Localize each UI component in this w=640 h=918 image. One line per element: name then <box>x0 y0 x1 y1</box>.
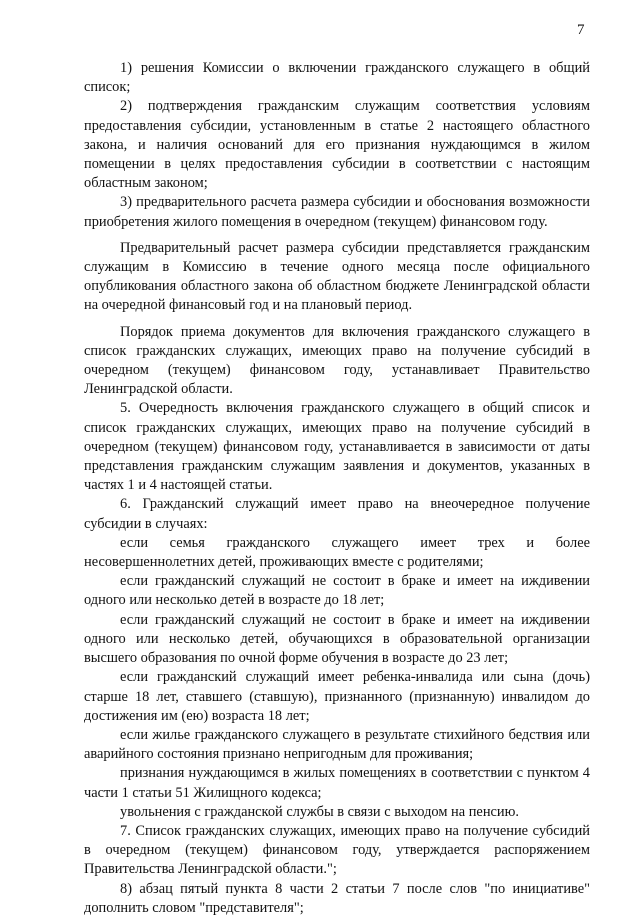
paragraph: увольнения с гражданской службы в связи с выходом на пенсию. <box>120 803 519 820</box>
paragraph: 8) абзац пятый пункта 8 части 2 статьи 7 после слов "по инициативе" дополнить словом "представителя"; <box>84 880 590 916</box>
paragraph: признания нуждающимся в жилых помещениях в соответствии с пунктом 4 части 1 статьи 51 Жилищного кодекса; <box>84 765 590 801</box>
paragraph: 3) предварительного расчета размера субсидии и обоснования возможности приобретения жилого помещения в очередном (текущем) финансовом году. <box>84 194 590 230</box>
page-number: 7 <box>577 22 585 38</box>
paragraph: Предварительный расчет размера субсидии представляется гражданским служащим в Комиссию в течение одного месяца после официального опубликования областного закона об областном бюджете Ленинградской области на очередной финансовый год и на плановый период. <box>84 239 590 314</box>
paragraph: 1) решения Комиссии о включении гражданского служащего в общий список; <box>84 60 590 96</box>
paragraph: если жилье гражданского служащего в результате стихийного бедствия или аварийного состояния признано непригодным для проживания; <box>84 726 590 763</box>
paragraph: 6. Гражданский служащий имеет право на внеочередное получение субсидии в случаях: <box>84 496 590 532</box>
paragraph: 2) подтверждения гражданским служащим соответствия условиям предоставления субсидии, установленным в статье 2 настоящего областного закона, и наличия оснований для его признания нуждающимся в жилом помещении в целях предоставления субсидии в соответствии с настоящим областным законом; <box>84 98 590 192</box>
paragraph: если семья гражданского служащего имеет трех и более несовершеннолетних детей, проживающих вместе с родителями; <box>84 534 590 571</box>
paragraph: 7. Список гражданских служащих, имеющих право на получение субсидий в очередном (текущем) финансовом году, утверждается распоряжением Правительства Ленинградской области."; <box>84 822 590 878</box>
paragraph: 5. Очередность включения гражданского служащего в общий список и список гражданских служащих, имеющих право на получение субсидий в очередном (текущем) финансовом году, устанавливается в зависимости от даты представления гражданским служащим заявления и документов, указанных в частях 1 и 4 настоящей статьи. <box>84 400 590 494</box>
paragraph: если гражданский служащий имеет ребенка-инвалида или сына (дочь) старше 18 лет, ставшего (ставшую), признанного (признанную) инвалидом до достижения им (ею) возраста 18 лет; <box>84 669 590 724</box>
paragraph: если гражданский служащий не состоит в браке и имеет на иждивении одного или несколько детей, обучающихся в образовательной организации высшего образования по очной форме обучения в возрасте до 23 лет; <box>84 611 590 667</box>
document-body <box>84 59 590 918</box>
paragraph: Порядок приема документов для включения гражданского служащего в список гражданских служащих, имеющих право на получение субсидий в очередном (текущем) финансовом году, устанавливает Правительство Ленинградской области. <box>84 323 590 398</box>
paragraph: если гражданский служащий не состоит в браке и имеет на иждивении одного или несколько детей в возрасте до 18 лет; <box>84 573 590 609</box>
